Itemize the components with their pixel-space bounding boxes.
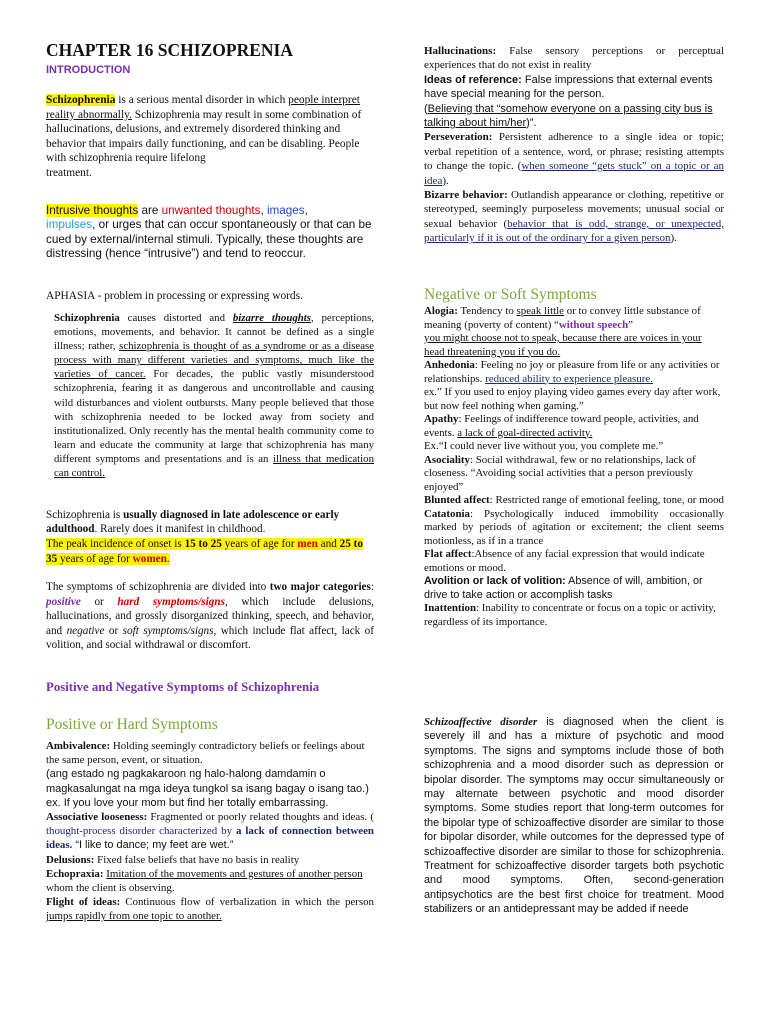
alogia-text-3: ” xyxy=(628,318,633,331)
intro-paragraph xyxy=(46,93,374,181)
peak-text-5: . xyxy=(166,553,170,565)
alogia-entry xyxy=(424,305,724,332)
intro-label: INTRODUCTION xyxy=(46,64,131,76)
peak-paragraph xyxy=(46,537,374,567)
asociality-term: Asociality xyxy=(424,453,470,466)
anhedonia-text: : Feeling no joy or pleasure from life or any activities or relationships. xyxy=(424,359,720,385)
alogia-text-2: or to convey little substance of meaning (poverty of content) “ xyxy=(424,305,701,331)
flat-affect-term: Flat affect xyxy=(424,548,472,560)
peak-text-2: years of age for xyxy=(221,538,298,550)
perseveration-term: Perseveration: xyxy=(424,131,493,144)
echopraxia-text: whom the client is observing. xyxy=(46,882,175,895)
schizo-term: Schizophrenia xyxy=(54,312,120,324)
intrusive-text-2: , xyxy=(260,204,267,217)
ideas-ex-open: ( xyxy=(424,102,428,115)
delusions-term: Delusions: xyxy=(46,853,95,866)
alogia-example: you might choose not to speak, because there are voices in your head threatening you if you do. xyxy=(424,332,702,358)
intrusive-cyan: impulses xyxy=(46,218,93,232)
avolition-text: Absence of will, ambition, or drive to take action or accomplish tasks xyxy=(424,575,703,601)
ambivalence-term: Ambivalence: xyxy=(46,740,111,752)
schizoaffective-paragraph xyxy=(424,715,724,917)
diagnosed-paragraph xyxy=(46,508,374,537)
asociality-text: : Social withdrawal, few or no relationships, lack of closeness. “Avoiding social activities that a person previously enjoyed” xyxy=(424,453,696,493)
perseveration-underline: when someone “gets stuck” on a topic or an idea xyxy=(424,160,724,187)
anhedonia-term: Anhedonia xyxy=(424,359,475,371)
schizo-text-4: , perceptions, emotions, movements, and behavior. It cannot be defined as a single illness; rather, xyxy=(54,312,374,353)
catatonia-text: : Psychologically induced immobility occasionally marked by periods of agitation or excitement; the client seems motionless, as if in a trance xyxy=(424,507,724,547)
catatonia-term: Catatonia xyxy=(424,507,470,520)
diagnosed-bold: usually diagnosed in late adolescence or early adulthood xyxy=(46,509,340,536)
ambivalence-text: Holding seemingly contradictory beliefs or feelings about the same person, event, or situation. xyxy=(46,740,365,767)
associative-text: Fragmented or poorly related thoughts and ideas. ( xyxy=(147,811,374,824)
peak-women: women xyxy=(132,553,167,565)
intrusive-text-3: , xyxy=(304,204,308,217)
apathy-underline: a lack of goal-directed activity. xyxy=(457,426,593,439)
perseveration-text: Persistent adherence to a single idea or topic; verbal repetition of a sentence, word, or phrase; resisting attempts to change the topic. ( xyxy=(424,131,724,173)
intro-text-2: Schizophrenia may result in some combination of hallucinations, delusions, and extremely disordered thinking and behavior that impairs daily functioning, and can be disabling. People with schizophrenia require lifelong xyxy=(46,108,362,165)
bizarre-term: Bizarre behavior: xyxy=(424,189,508,202)
diagnosed-text-1: Schizophrenia is xyxy=(46,509,124,521)
positive-symptoms-continued xyxy=(424,44,724,246)
bizarre-underline: behavior that is odd, strange, or unexpected, particularly if it is out of the ordinary for a given person xyxy=(424,217,724,245)
peak-text-1: The peak incidence of onset is xyxy=(46,538,185,550)
ambivalence-entry xyxy=(46,739,374,767)
categories-text-2: : xyxy=(370,581,374,593)
pos-neg-heading: Positive and Negative Symptoms of Schizophrenia xyxy=(46,680,320,694)
alogia-purple: without speech xyxy=(558,318,629,331)
associative-quote: “I like to dance; my feet are wet.” xyxy=(72,839,234,852)
categories-text-4: , which include delusions, hallucinations, and grossly disorganized thinking, speech, and behavior, and xyxy=(46,595,374,637)
categories-text-6: , which include flat affect, lack of volition, and social withdrawal or discomfort. xyxy=(46,624,374,652)
anhedonia-underline: reduced ability to experience pleasure. xyxy=(485,372,653,385)
categories-positive: positive xyxy=(46,595,81,608)
schizo-text-2: causes distorted and xyxy=(119,312,233,324)
intrusive-text-4: , or urges that can occur spontaneously or that can be cued by external/internal stimuli. Typically, these thoughts are distressing (hence “intrusive”) and tend to reoccur. xyxy=(46,218,372,260)
apathy-entry xyxy=(424,413,724,440)
categories-negative: negative xyxy=(66,624,105,637)
categories-text-3: or xyxy=(80,595,118,608)
peak-text-4: years of age for xyxy=(57,553,133,565)
categories-soft: soft symptoms/signs xyxy=(122,624,214,637)
positive-heading: Positive or Hard Symptoms xyxy=(46,716,218,733)
categories-text-5: or xyxy=(104,624,123,637)
flat-affect-entry xyxy=(424,548,724,575)
associative-entry xyxy=(46,810,374,853)
avolition-entry xyxy=(424,575,724,602)
delusions-text: Fixed false beliefs that have no basis in reality xyxy=(94,853,300,866)
peak-men: men xyxy=(297,538,318,550)
intrusive-red: unwanted thoughts xyxy=(161,204,261,217)
schizoaffective-text: is diagnosed when the client is severely ill and has a mixture of psychotic and mood symptoms. The signs and symptoms include those of both schizophrenia and a mood disorder such as depression or bipolar disorder. The symptoms may occur simultaneously or may alternate between psychotic and mood disorder symptoms. Some studies report that long-term outcomes for the bipolar type of schizoaffective disorder are similar to those for bipolar disorder, while outcomes for the depressed type of schizoaffective disorder are similar to those for schizophrenia. Treatment for schizoaffective disorder targets both psychotic and mood symptoms. Often, second-generation antipsychotics are the best first choice for treatment. Mood stabilizers or an antidepressant may be added if neede xyxy=(424,716,724,916)
associative-blue: thought-process disorder characterized by xyxy=(46,825,233,838)
apathy-term: Apathy xyxy=(424,413,459,425)
inattention-term: Inattention xyxy=(424,602,477,614)
schizo-text-6: For decades, the public vastly misunderstood schizophrenia, fearing it as dangerous and uncontrollable and causing wild disturbances and violent outbursts. Many people believed that those with schizophrenia needed to be locked away from society and institutionalized. Only recently has the mental health community come to learn and educate the community at large that schizophrenia has many different symptoms and presentations and is an xyxy=(54,368,375,465)
echopraxia-entry xyxy=(46,867,374,895)
peak-text-3: and xyxy=(317,538,340,550)
bizarre-text: Outlandish appearance or clothing, repetitive or stereotyped, seemingly purposeless movements; unusual social or sexual behavior ( xyxy=(424,189,724,230)
intrusive-text-1: are xyxy=(138,204,162,217)
ideas-underline: Believing that “somehow everyone on a passing city bus is talking about him/her xyxy=(424,102,713,130)
blunted-term: Blunted affect xyxy=(424,494,490,506)
associative-bold: a lack of connection between ideas. xyxy=(46,825,374,852)
flight-entry xyxy=(46,895,374,923)
aphasia-term: APHASIA xyxy=(46,290,95,302)
alogia-term: Alogia: xyxy=(424,305,458,317)
flat-affect-text: :Absence of any facial expression that would indicate emotions or mood. xyxy=(424,548,705,574)
perseveration-end: ). xyxy=(442,174,449,187)
anhedonia-example: ex.” If you used to enjoy playing video games every day after work, but now feel nothing when gaming.” xyxy=(424,386,721,412)
chapter-title: CHAPTER 16 SCHIZOPRENIA xyxy=(46,40,293,60)
avolition-term: Avolition or lack of volition: xyxy=(424,575,566,587)
peak-women-range: 25 to 35 xyxy=(46,538,363,565)
delusions-entry xyxy=(46,853,374,867)
ambivalence-tagalog: (ang estado ng pagkakaroon ng halo-halong damdamin o magkasalungat na mga ideya tungkol sa isang bagay o isang tao.) ex. If you love your mom but find her totally embarrassing. xyxy=(46,768,369,809)
flight-underline: jumps rapidly from one topic to another. xyxy=(46,910,222,923)
categories-hard: hard symptoms/signs xyxy=(117,595,225,608)
alogia-underline: speak little xyxy=(516,305,564,317)
hallucinations-term: Hallucinations: xyxy=(424,45,497,57)
bizarre-end: ). xyxy=(670,232,677,245)
peak-highlight xyxy=(46,538,363,565)
intro-text-1: is a serious mental disorder in which xyxy=(115,94,289,106)
schizo-syndrome-underline: schizophrenia is thought of as a syndrome or as a disease process with many different varieties and symptoms, much like the varieties of cancer. xyxy=(54,340,374,381)
hallucinations-entry xyxy=(424,44,724,73)
inattention-entry xyxy=(424,602,724,629)
alogia-text-1: Tendency to xyxy=(457,305,517,317)
negative-symptoms-list xyxy=(424,305,724,629)
intrusive-blue: images xyxy=(266,204,305,217)
term-intrusive: Intrusive thoughts xyxy=(46,204,139,217)
blunted-text: : Restricted range of emotional feeling, tone, or mood xyxy=(489,494,724,506)
negative-heading: Negative or Soft Symptoms xyxy=(424,286,597,303)
aphasia-text: - problem in processing or expressing words. xyxy=(94,290,303,302)
term-schizophrenia: Schizophrenia xyxy=(46,94,116,106)
intrusive-paragraph xyxy=(46,204,374,261)
intro-underline: people interpret reality abnormally. xyxy=(46,94,360,121)
ideas-ex-close: )”. xyxy=(526,117,537,130)
ideas-entry xyxy=(424,73,724,131)
apathy-example: Ex.“I could never live without you, you complete me.” xyxy=(424,440,664,452)
flight-term: Flight of ideas: xyxy=(46,896,121,909)
perseveration-entry xyxy=(424,130,724,188)
aphasia-line xyxy=(46,290,374,302)
ideas-text: False impressions that external events have special meaning for the person. xyxy=(424,73,713,101)
asociality-entry xyxy=(424,454,724,495)
diagnosed-text-2: . Rarely does it manifest in childhood. xyxy=(94,523,266,536)
schizophrenia-paragraph xyxy=(54,311,374,480)
categories-text-1: The symptoms of schizophrenia are divided into xyxy=(46,581,270,593)
echopraxia-underline: Imitation of the movements and gestures of another person xyxy=(106,867,363,880)
associative-term: Associative looseness: xyxy=(46,811,148,824)
bizarre-entry xyxy=(424,188,724,246)
flight-text: Continuous flow of verbalization in which the person xyxy=(120,896,374,909)
hallucinations-text: False sensory perceptions or perceptual experiences that do not exist in reality xyxy=(424,45,724,72)
schizo-medication-underline: illness that medication can control. xyxy=(54,452,374,480)
blunted-entry xyxy=(424,494,724,548)
echopraxia-term: Echopraxia: xyxy=(46,867,104,880)
positive-symptoms-list xyxy=(46,739,374,924)
inattention-text: : Inability to concentrate or focus on a topic or activity, regardless of its importance. xyxy=(424,602,716,628)
intro-text-3: treatment. xyxy=(46,166,92,179)
schizoaffective-term: Schizoaffective disorder xyxy=(424,716,538,728)
bizarre-thoughts: bizarre thoughts xyxy=(232,312,311,324)
ideas-term: Ideas of reference: xyxy=(424,73,522,86)
anhedonia-entry xyxy=(424,359,724,386)
categories-paragraph xyxy=(46,580,374,653)
peak-men-range: 15 to 25 xyxy=(184,538,222,550)
categories-bold: two major categories xyxy=(269,581,371,593)
apathy-text: : Feelings of indifference toward people, activities, and events. xyxy=(424,413,699,439)
